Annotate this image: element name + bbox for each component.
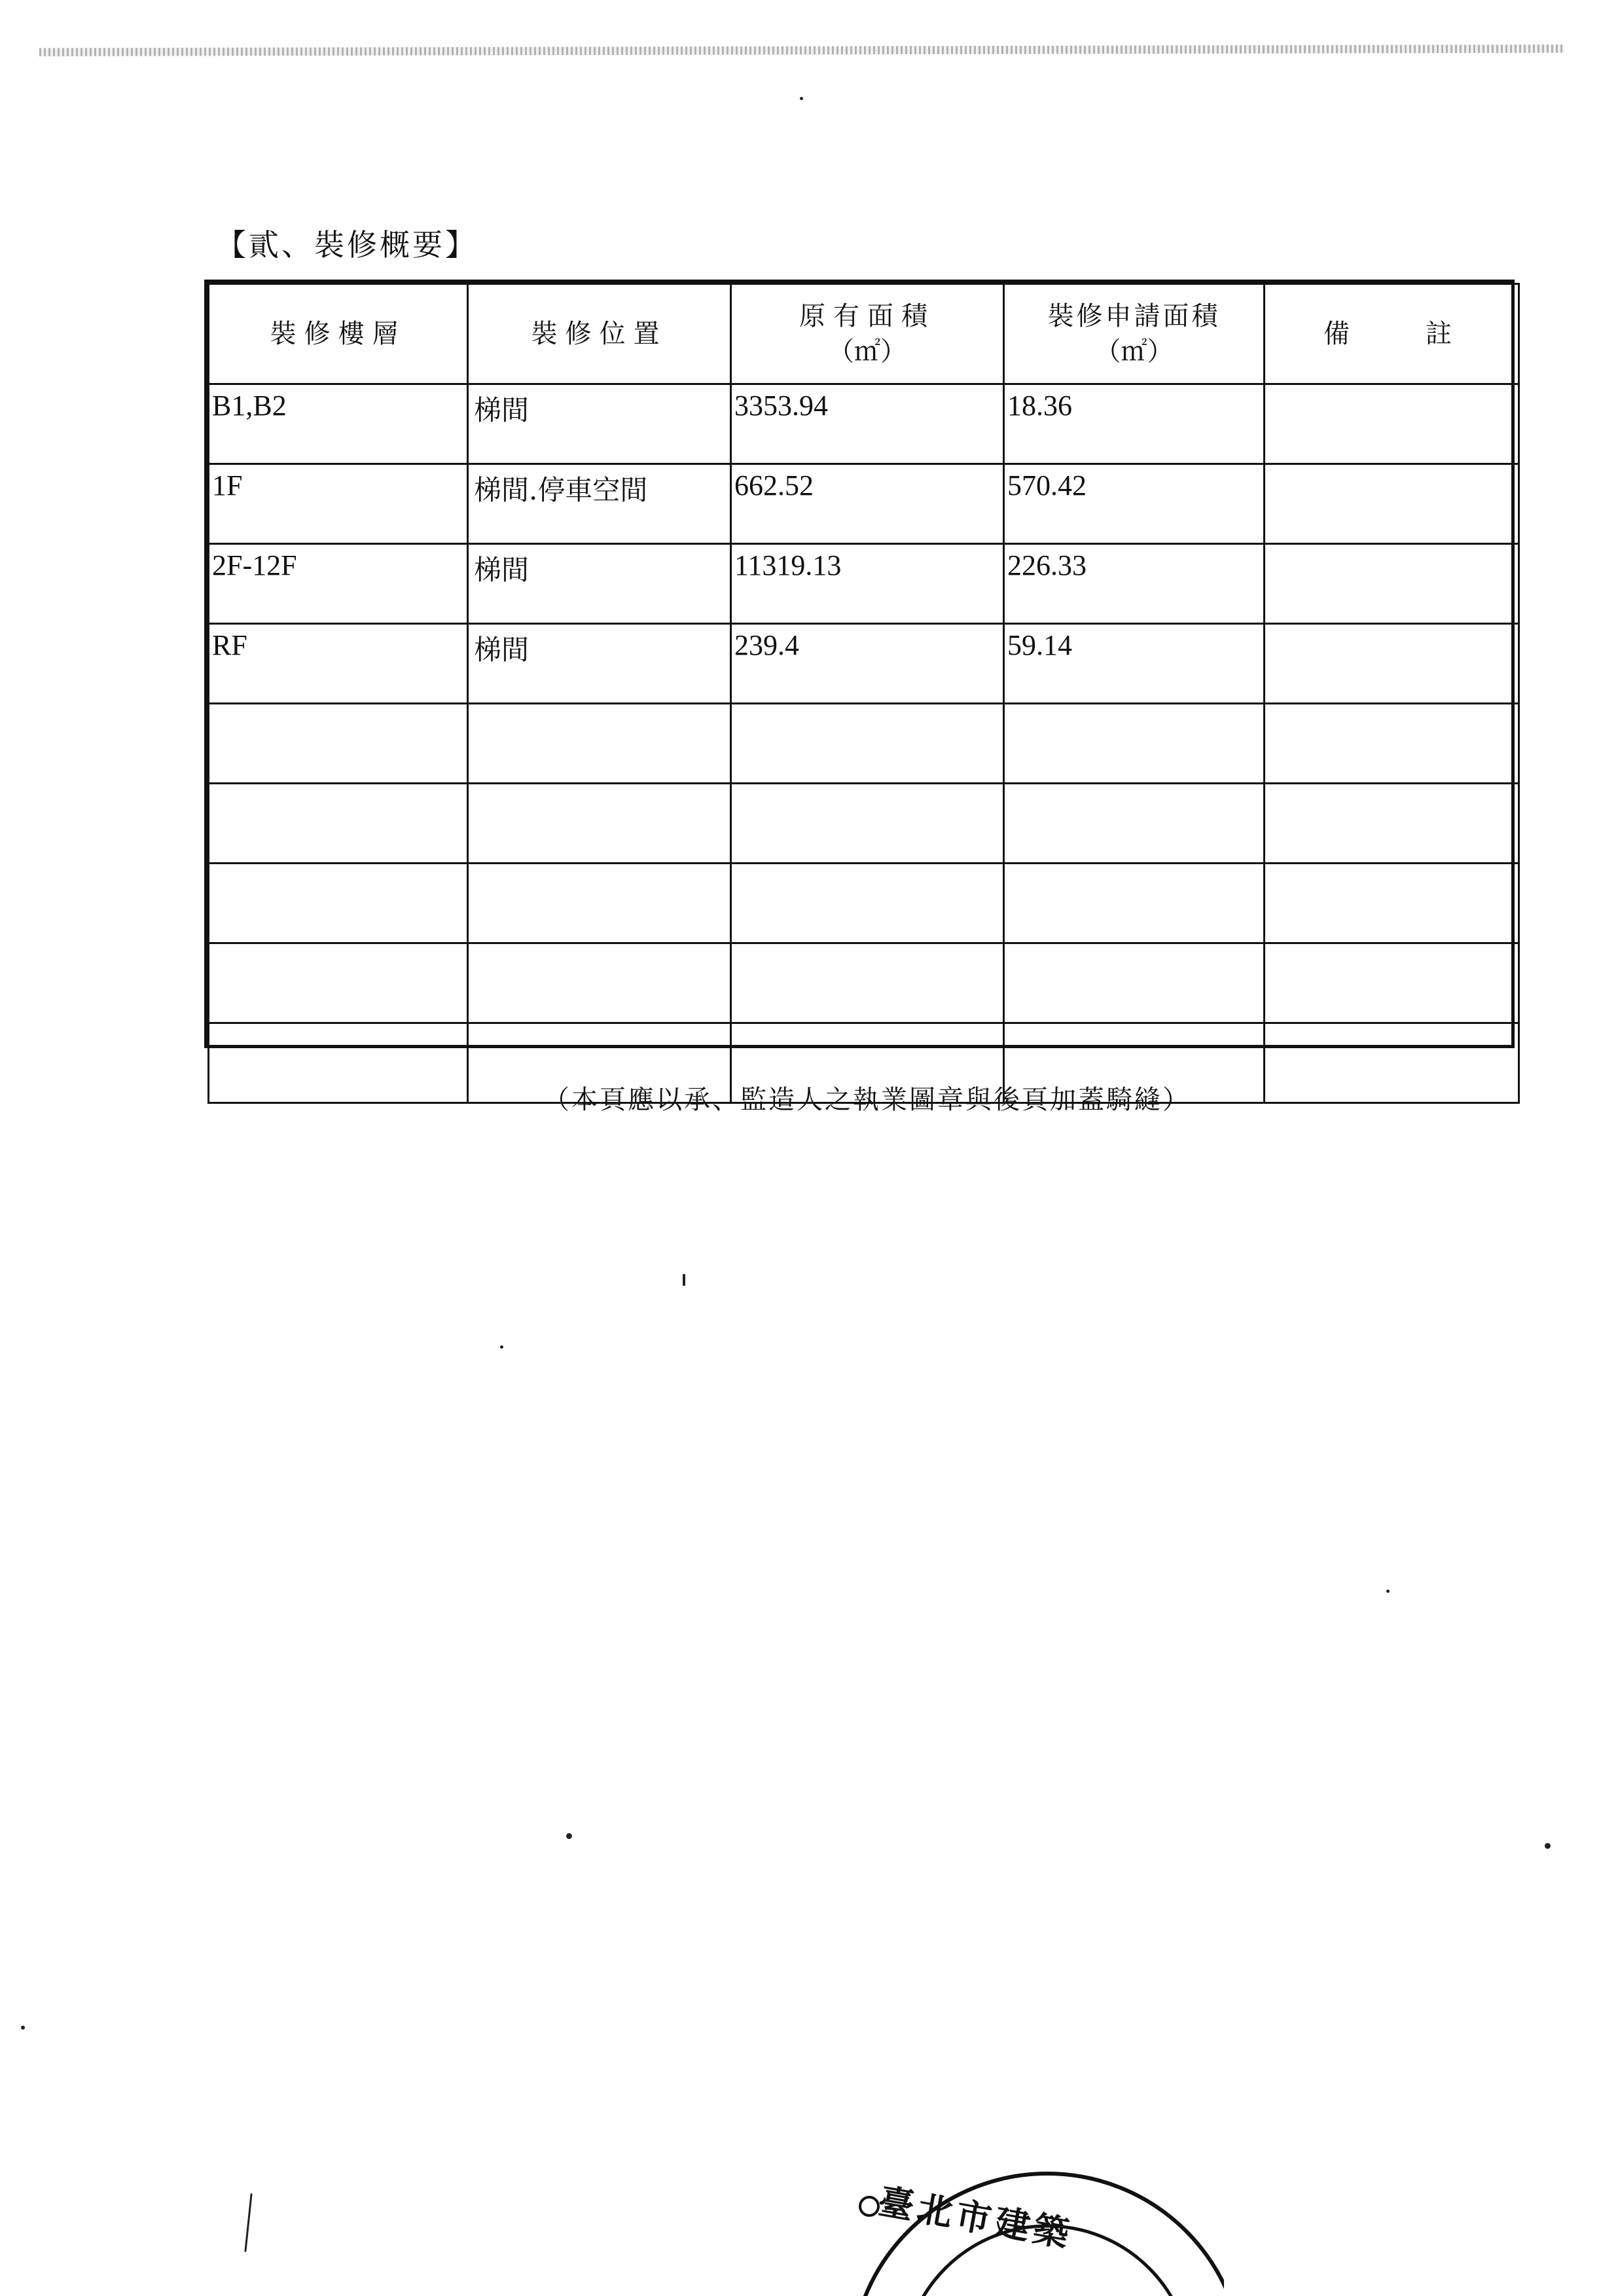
cell-location: 梯間 <box>468 384 731 464</box>
cell-location <box>468 704 731 784</box>
header-applied-area-unit: （㎡） <box>1094 337 1174 367</box>
cell-remarks <box>1265 784 1519 864</box>
scan-speck <box>1386 1590 1390 1593</box>
table-row <box>209 864 1519 943</box>
cell-remarks <box>1265 464 1519 544</box>
cell-floor <box>209 864 468 943</box>
cell-remarks <box>1265 624 1519 704</box>
cell-remarks <box>1265 943 1519 1023</box>
header-original-area-label: 原有面積 <box>799 301 935 331</box>
cell-remarks <box>1265 384 1519 464</box>
cell-floor: 1F <box>209 464 468 544</box>
cell-original-area <box>731 704 1004 784</box>
scan-speck <box>800 97 803 100</box>
cell-remarks <box>1265 864 1519 943</box>
cell-applied-area <box>1004 943 1265 1023</box>
cell-remarks <box>1265 704 1519 784</box>
scan-speck <box>244 2193 252 2252</box>
header-remarks: 備 註 <box>1265 284 1519 384</box>
cell-remarks <box>1265 1023 1519 1103</box>
scan-speck <box>566 1833 572 1839</box>
cell-location: 梯間.停車空間 <box>468 464 731 544</box>
cell-location <box>468 864 731 943</box>
cell-location <box>468 784 731 864</box>
cell-applied-area: 226.33 <box>1004 544 1265 624</box>
header-floor: 裝修樓層 <box>209 284 468 384</box>
table-row <box>209 943 1519 1023</box>
cell-location <box>468 943 731 1023</box>
cell-location: 梯間 <box>468 544 731 624</box>
table-row <box>209 544 1519 624</box>
seal-text: 臺北市建築 <box>875 2179 1076 2255</box>
cell-location: 梯間 <box>468 624 731 704</box>
cell-applied-area: 59.14 <box>1004 624 1265 704</box>
cell-original-area: 239.4 <box>731 624 1004 704</box>
cell-original-area: 11319.13 <box>731 544 1004 624</box>
scan-speck <box>683 1274 685 1286</box>
scan-speck <box>21 2026 25 2030</box>
table-row <box>209 704 1519 784</box>
cell-floor: RF <box>209 624 468 704</box>
cell-original-area <box>731 943 1004 1023</box>
cell-original-area <box>731 784 1004 864</box>
cell-applied-area <box>1004 704 1265 784</box>
cell-remarks <box>1265 544 1519 624</box>
cell-applied-area: 570.42 <box>1004 464 1265 544</box>
header-location: 裝修位置 <box>468 284 731 384</box>
table-row <box>209 624 1519 704</box>
cell-floor: 2F-12F <box>209 544 468 624</box>
cell-original-area <box>731 864 1004 943</box>
cell-applied-area <box>1004 784 1265 864</box>
cell-floor <box>209 943 468 1023</box>
table-row <box>209 464 1519 544</box>
table-header-row <box>209 284 1519 384</box>
cell-applied-area <box>1004 864 1265 943</box>
cell-original-area: 662.52 <box>731 464 1004 544</box>
seal-stamp <box>831 2160 1224 2296</box>
table-row <box>209 384 1519 464</box>
scan-noise-strip <box>39 45 1564 56</box>
scan-speck <box>500 1345 503 1349</box>
section-title: 【貳、裝修概要】 <box>216 227 478 263</box>
cell-floor <box>209 704 468 784</box>
header-applied-area <box>1004 284 1265 384</box>
header-original-area-unit: （㎡） <box>828 337 907 367</box>
footnote: （本頁應以承、監造人之執業圖章與後頁加蓋騎縫） <box>543 1085 1191 1115</box>
header-applied-area-label: 裝修申請面積 <box>1047 301 1221 331</box>
cell-floor <box>209 784 468 864</box>
cell-floor <box>209 1023 468 1103</box>
cell-applied-area: 18.36 <box>1004 384 1265 464</box>
scan-speck <box>1545 1843 1551 1849</box>
table-row <box>209 784 1519 864</box>
cell-floor: B1,B2 <box>209 384 468 464</box>
renovation-summary-table <box>204 280 1515 1048</box>
cell-original-area: 3353.94 <box>731 384 1004 464</box>
header-original-area <box>731 284 1004 384</box>
